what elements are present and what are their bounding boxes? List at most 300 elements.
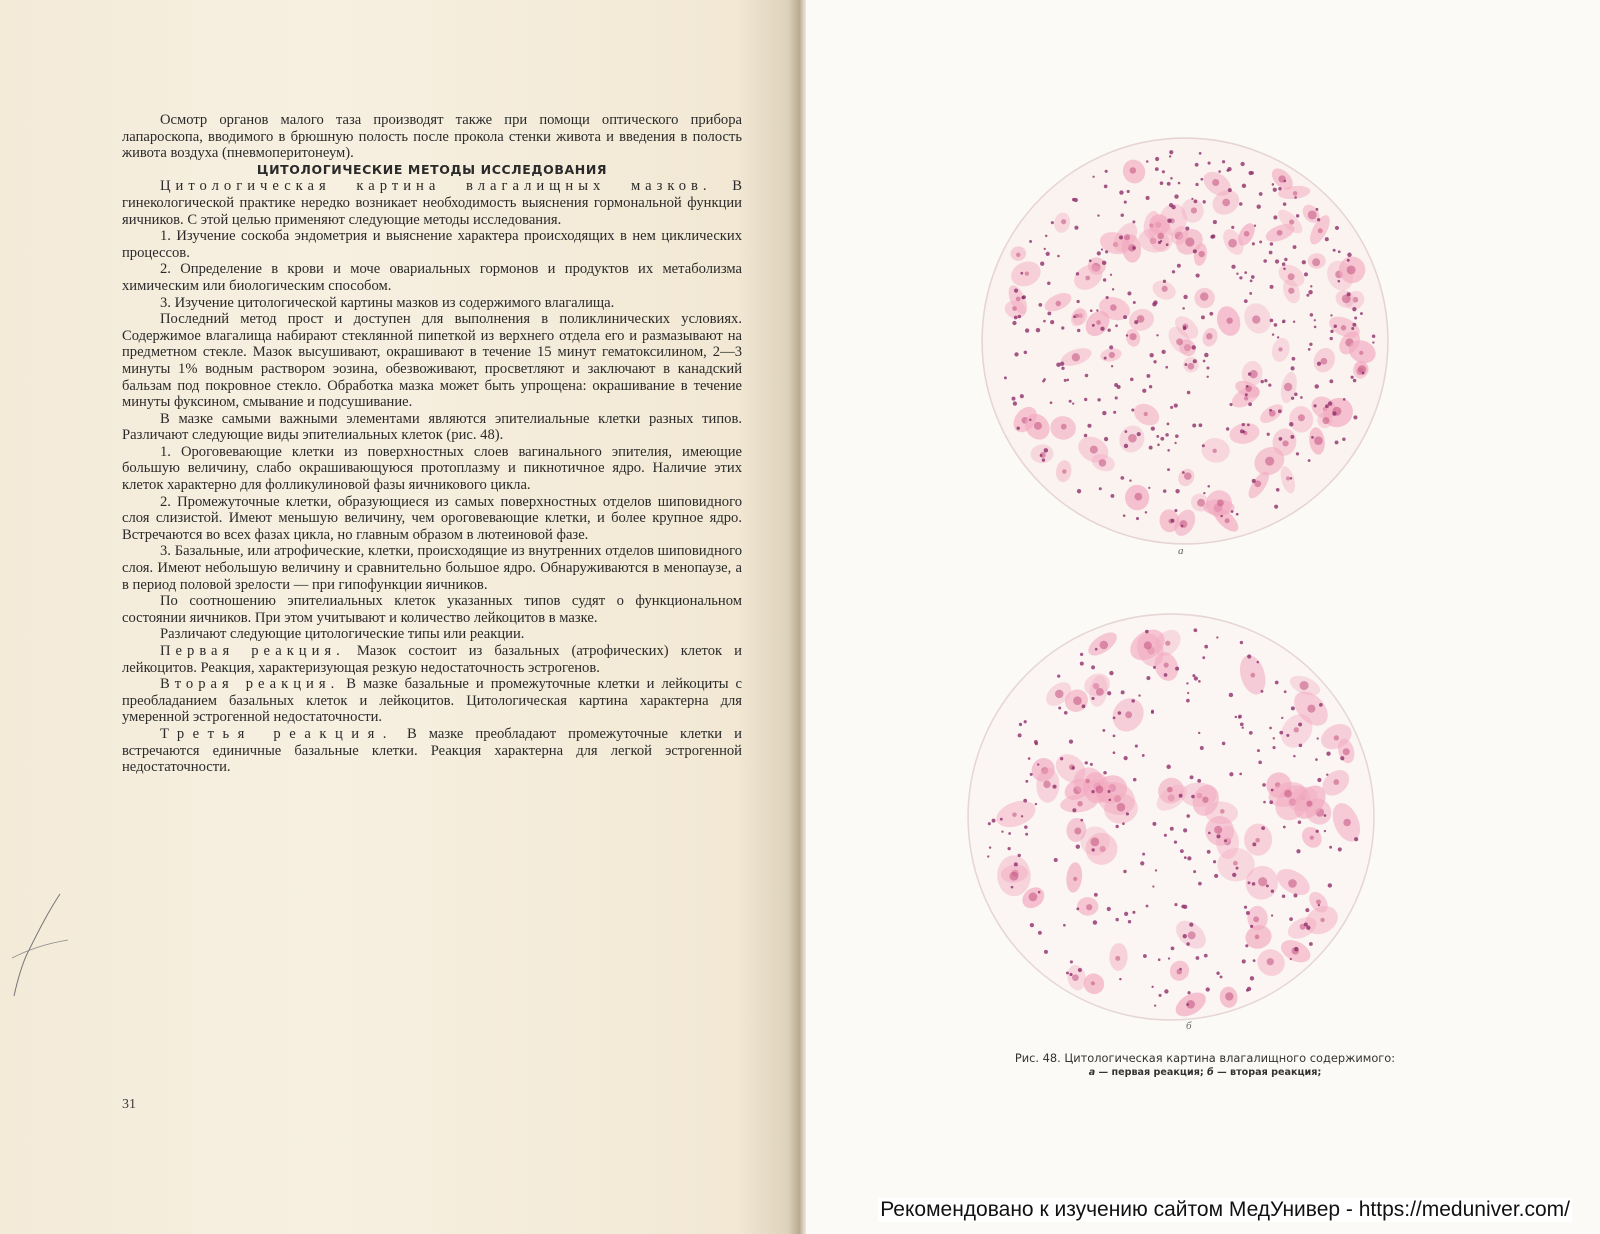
leukocyte (1018, 315, 1022, 319)
leukocyte (1186, 1003, 1189, 1006)
leukocyte (1257, 661, 1260, 664)
cell-nucleus (1310, 836, 1314, 840)
leukocyte (1155, 167, 1159, 171)
leukocyte (1161, 350, 1165, 354)
leukocyte (1252, 842, 1256, 846)
leukocyte (1290, 477, 1292, 479)
leukocyte (1072, 808, 1076, 812)
leukocyte (1178, 182, 1181, 185)
leukocyte (1038, 303, 1042, 307)
leukocyte (1034, 740, 1038, 744)
leukocyte (1278, 187, 1282, 191)
leukocyte (1198, 732, 1200, 734)
leukocyte (1080, 819, 1083, 822)
cell-nucleus (1228, 239, 1237, 248)
leukocyte (1103, 771, 1107, 775)
leukocyte (1191, 795, 1195, 799)
cell-nucleus (1282, 440, 1288, 446)
cell-nucleus (1341, 325, 1346, 330)
cell-nucleus (1359, 351, 1363, 355)
leukocyte (1121, 213, 1124, 216)
leukocyte (1352, 323, 1356, 327)
cell-nucleus (1061, 219, 1066, 224)
cell-nucleus (1289, 219, 1294, 224)
micrograph-a-figure (980, 136, 1390, 546)
leukocyte (1351, 376, 1354, 379)
leukocyte (1107, 691, 1111, 695)
leukocyte (1097, 214, 1099, 216)
leukocyte (1257, 749, 1260, 752)
leukocyte (1186, 682, 1188, 684)
leukocyte (1302, 260, 1306, 264)
leukocyte (1309, 343, 1312, 346)
cell-nucleus (1012, 812, 1017, 817)
leukocyte (1029, 240, 1032, 243)
cell-nucleus (1258, 877, 1267, 886)
leukocyte (1195, 183, 1198, 186)
leukocyte (1050, 401, 1053, 404)
leukocyte (1183, 295, 1187, 299)
leukocyte (1119, 235, 1123, 239)
leukocyte (1069, 400, 1072, 403)
leukocyte (1043, 320, 1046, 323)
leukocyte (1271, 789, 1274, 792)
leukocyte (1196, 956, 1200, 960)
cell-nucleus (1202, 797, 1208, 803)
leukocyte (1058, 706, 1061, 709)
body-paragraph-7: Различают следующие цитологические типы или реакции. (160, 626, 525, 643)
leukocyte (1263, 801, 1266, 804)
leukocyte (1289, 422, 1293, 426)
leukocyte (1214, 874, 1218, 878)
leukocyte (1018, 854, 1021, 857)
leukocyte (1142, 754, 1145, 757)
reaction-text-3: В мазке преобладают промежуточные клетки и встречаются единичные базальные клетки. Реакция характерна для легкой эстрогенной недостаточности. (122, 725, 742, 776)
leukocyte (1110, 494, 1114, 498)
leukocyte (1047, 311, 1051, 315)
leukocyte (1194, 199, 1198, 203)
leukocyte (1290, 435, 1294, 439)
leukocyte (1113, 751, 1116, 754)
leukocyte (1207, 376, 1209, 378)
leukocyte (1132, 911, 1135, 914)
leukocyte (1269, 251, 1273, 255)
micrograph-a-label: а (1178, 545, 1184, 557)
leukocyte (1284, 180, 1287, 183)
leukocyte (1239, 773, 1242, 776)
leukocyte (1142, 853, 1145, 856)
leukocyte (1245, 393, 1248, 396)
leukocyte (1335, 226, 1339, 230)
leukocyte (1060, 757, 1063, 760)
leukocyte (1245, 944, 1248, 947)
leukocyte (1146, 196, 1150, 200)
cell-nucleus (1334, 735, 1339, 740)
leukocyte (1123, 514, 1126, 517)
leukocyte (1152, 822, 1156, 826)
cell-nucleus (1016, 297, 1021, 302)
leukocyte (1236, 273, 1238, 275)
leukocyte (1122, 822, 1125, 825)
leukocyte (1296, 452, 1299, 455)
leukocyte (1252, 242, 1255, 245)
leukocyte (1206, 987, 1210, 991)
leukocyte (1094, 893, 1098, 897)
leukocyte (1274, 323, 1278, 327)
leukocyte (1007, 847, 1010, 850)
leukocyte (1296, 214, 1299, 217)
leukocyte (1104, 437, 1108, 441)
leukocyte (1170, 406, 1173, 409)
leukocyte (1362, 372, 1365, 375)
leukocyte (1277, 336, 1279, 338)
leukocyte (1227, 167, 1231, 171)
leukocyte (1249, 292, 1252, 295)
leukocyte (1124, 444, 1128, 448)
leukocyte (1156, 334, 1158, 336)
cell-nucleus (1125, 711, 1132, 718)
leukocyte (1324, 830, 1326, 832)
cell-nucleus (1188, 363, 1195, 370)
leukocyte (1247, 424, 1250, 427)
cell-nucleus (1124, 234, 1130, 240)
leukocyte (1128, 920, 1131, 923)
leukocyte (1148, 487, 1150, 489)
leukocyte (1127, 291, 1131, 295)
leukocyte (1347, 253, 1352, 258)
leukocyte (1108, 790, 1111, 793)
leukocyte (1014, 289, 1018, 293)
leukocyte (1240, 641, 1243, 644)
leukocyte (1272, 333, 1274, 335)
cell-nucleus (1220, 809, 1225, 814)
cell-nucleus (1321, 358, 1328, 365)
leukocyte (1120, 476, 1124, 480)
leukocyte (1152, 302, 1156, 306)
leukocyte (1022, 297, 1024, 299)
leukocyte (1199, 152, 1202, 155)
leukocyte (1175, 667, 1179, 671)
leukocyte (1152, 885, 1154, 887)
leukocyte (1167, 218, 1172, 223)
reaction-paragraph-3 (122, 726, 742, 776)
leukocyte (1103, 278, 1106, 281)
leukocyte (1171, 519, 1175, 523)
leukocyte (1001, 831, 1003, 833)
leukocyte (1197, 779, 1201, 783)
leukocyte (1200, 178, 1203, 181)
reaction-name-1: Первая реакция. (160, 643, 345, 659)
leukocyte (1123, 315, 1127, 319)
leukocyte (1209, 312, 1213, 316)
leukocyte (1194, 628, 1198, 632)
cell-nucleus (1025, 271, 1029, 275)
cell-nucleus (1225, 518, 1230, 523)
cell-nucleus (1129, 333, 1136, 340)
leukocyte (1259, 192, 1263, 196)
section-lead-spaced: Цитологическая картина влагалищных мазков. (160, 178, 712, 195)
method-item-2: 2. Определение в крови и моче овариальных гормонов и продуктов их метаболизма химическим или биологическим способом. (122, 261, 742, 294)
cell-nucleus (1253, 916, 1259, 922)
body-paragraph-4: 2. Промежуточные клетки, образующиеся из самых поверхностных отделов шиповидного слоя слизистой. Имеют меньшую величину, чем ороговевающие клетки, и более крупное ядро. Встречаются во всех фазах цикла, но главным образом в лютеиновой фазе. (122, 493, 742, 543)
reaction-name-3: Третья реакция. (160, 725, 395, 742)
leukocyte (1222, 742, 1226, 746)
leukocyte (1076, 300, 1079, 303)
leukocyte (1025, 780, 1028, 783)
leukocyte (1319, 703, 1323, 707)
leukocyte (1073, 315, 1076, 318)
leukocyte (1274, 505, 1278, 509)
leukocyte (1145, 630, 1149, 634)
leukocyte (1338, 847, 1342, 851)
leukocyte (1291, 397, 1294, 400)
leukocyte (1165, 366, 1168, 369)
leukocyte (1264, 379, 1267, 382)
leukocyte (1372, 334, 1376, 338)
leukocyte (1247, 654, 1251, 658)
leukocyte (1292, 357, 1296, 361)
leukocyte (1014, 862, 1018, 866)
left-page-text (122, 112, 742, 776)
leukocyte (1211, 234, 1215, 238)
cell-nucleus (1206, 333, 1213, 340)
leukocyte (1014, 316, 1018, 320)
leukocyte (1090, 309, 1093, 312)
leukocyte (1111, 365, 1113, 367)
leukocyte (1242, 959, 1246, 963)
cell-nucleus (1217, 500, 1224, 507)
leukocyte (1146, 160, 1149, 163)
leukocyte (1151, 426, 1155, 430)
cell-nucleus (1085, 276, 1090, 281)
leukocyte (1236, 513, 1239, 516)
cell-nucleus (1300, 681, 1309, 690)
leukocyte (1124, 756, 1128, 760)
leukocyte (1191, 198, 1193, 200)
leukocyte (1042, 380, 1045, 383)
cell-nucleus (1184, 472, 1192, 480)
leukocyte (1179, 968, 1182, 971)
cell-nucleus (1029, 893, 1038, 902)
leukocyte (1300, 396, 1303, 399)
leukocyte (992, 819, 996, 823)
leukocyte (1236, 867, 1239, 870)
cell-nucleus (1096, 688, 1104, 696)
leukocyte (1146, 374, 1150, 378)
leukocyte (1186, 699, 1190, 703)
cell-nucleus (1144, 641, 1152, 649)
leukocyte (1244, 299, 1248, 303)
leukocyte (1057, 674, 1060, 677)
leukocyte (1246, 911, 1250, 915)
leukocyte (1050, 320, 1054, 324)
leukocyte (1123, 870, 1126, 873)
leukocyte (1167, 422, 1170, 425)
cell-nucleus (1073, 877, 1077, 881)
cell-nucleus (1090, 837, 1099, 846)
leukocyte (1135, 744, 1138, 747)
leukocyte (989, 846, 991, 848)
cell-nucleus (1212, 179, 1219, 186)
leukocyte (1248, 372, 1251, 375)
leukocyte (1353, 379, 1357, 383)
leukocyte (1159, 994, 1162, 997)
leukocyte (1283, 826, 1286, 829)
cell-nucleus (1074, 828, 1081, 835)
leukocyte (1246, 385, 1249, 388)
caption-legend (970, 1066, 1440, 1080)
leukocyte (1202, 444, 1205, 447)
leukocyte (1113, 411, 1116, 414)
leukocyte (1337, 280, 1340, 283)
leukocyte (1113, 717, 1116, 720)
leukocyte (1164, 989, 1168, 993)
leukocyte (1216, 834, 1220, 838)
cell-nucleus (1244, 231, 1250, 237)
leukocyte (1204, 353, 1208, 357)
leukocyte (1099, 487, 1102, 490)
leukocyte (987, 855, 989, 857)
leukocyte (1279, 437, 1283, 441)
leukocyte (1330, 314, 1332, 316)
leukocyte (1166, 765, 1170, 769)
leukocyte (1282, 321, 1284, 323)
cell-nucleus (1072, 353, 1080, 361)
leukocyte (1109, 345, 1113, 349)
leukocyte (1317, 778, 1321, 782)
cell-nucleus (1288, 288, 1294, 294)
leukocyte (1184, 856, 1187, 859)
caption-title: Рис. 48. Цитологическая картина влагалищного содержимого: (1014, 1051, 1396, 1065)
cell-nucleus (1034, 422, 1042, 430)
leukocyte (1061, 367, 1064, 370)
leukocyte (1118, 711, 1122, 715)
leukocyte (1229, 693, 1233, 697)
leukocyte (1187, 391, 1191, 395)
body-paragraph-3: 1. Ороговевающие клетки из поверхностных слоев вагинального эпителия, имеющие большую величину, слабо окрашивающуюся протоплазму и пикнотичное ядро. Наличие этих клеток характерно для фолликулиновой фазы яичникового цикла. (122, 443, 742, 494)
leukocyte (1293, 893, 1297, 897)
leukocyte (1252, 882, 1256, 886)
leukocyte (1092, 324, 1095, 327)
leukocyte (1113, 735, 1116, 738)
cell-nucleus (1233, 861, 1238, 866)
leukocyte (1239, 276, 1242, 279)
leukocyte (1008, 832, 1011, 835)
leukocyte (1267, 433, 1270, 436)
cell-nucleus (1265, 457, 1274, 466)
leukocyte (1174, 194, 1178, 198)
cell-nucleus (1278, 347, 1282, 351)
leukocyte (1038, 931, 1042, 935)
leukocyte (1105, 170, 1108, 173)
leukocyte (1063, 924, 1066, 927)
leukocyte (1102, 411, 1106, 415)
leukocyte (1203, 360, 1206, 363)
leukocyte (1232, 873, 1236, 877)
leukocyte (1158, 241, 1161, 244)
leukocyte (1184, 363, 1187, 366)
leukocyte (1107, 329, 1110, 332)
leukocyte (1270, 319, 1274, 323)
leukocyte (1096, 309, 1098, 311)
leukocyte (1250, 925, 1253, 928)
cell-nucleus (1198, 251, 1204, 257)
leukocyte (1351, 327, 1354, 330)
leukocyte (1060, 362, 1064, 366)
leukocyte (1202, 656, 1205, 659)
leukocyte (1014, 352, 1018, 356)
leukocyte (1025, 328, 1029, 332)
caption-b-letter: б (1207, 1067, 1214, 1078)
reaction-text-2: В мазке базальные и промежуточные клетки и лейкоциты с преобладанием базальных клеток и лейкоцитов. Цитологическая картина характерна для умеренной эстрогенной недостаточности. (122, 676, 742, 726)
leukocyte (1343, 398, 1346, 401)
leukocyte (1133, 301, 1136, 304)
leukocyte (1252, 479, 1256, 483)
cell-nucleus (1191, 207, 1197, 213)
cell-nucleus (1109, 352, 1115, 358)
leukocyte (1261, 826, 1265, 830)
leukocyte (1132, 220, 1135, 223)
leukocyte (1132, 246, 1136, 250)
cell-nucleus (1179, 520, 1187, 528)
leukocyte (1091, 665, 1095, 669)
cell-nucleus (1188, 931, 1196, 939)
leukocyte (1076, 845, 1080, 849)
cell-nucleus (1096, 320, 1101, 325)
cell-nucleus (1288, 273, 1295, 280)
leukocyte (1372, 341, 1374, 343)
method-item-1: 1. Изучение соскоба эндометрия и выяснение характера происходящих в нем циклических процессов. (122, 228, 742, 261)
leukocyte (1189, 923, 1193, 927)
leukocyte (1333, 249, 1336, 252)
leukocyte (1171, 205, 1175, 209)
leukocyte (1293, 245, 1297, 249)
cell-nucleus (1157, 233, 1164, 240)
leukocyte (1101, 248, 1103, 250)
leukocyte (1204, 645, 1208, 649)
leukocyte (1137, 432, 1141, 436)
leukocyte (1269, 727, 1272, 730)
leukocyte (1115, 324, 1118, 327)
caption-b-text: — вторая реакция; (1217, 1067, 1322, 1078)
leukocyte (1030, 923, 1034, 927)
leukocyte (1171, 947, 1175, 951)
leukocyte (1286, 734, 1289, 737)
leukocyte (1080, 662, 1084, 666)
leukocyte (1326, 774, 1328, 776)
leukocyte (1025, 833, 1028, 836)
leukocyte (1064, 711, 1068, 715)
leukocyte (1200, 746, 1204, 750)
leukocyte (1324, 814, 1327, 817)
reaction-paragraph-2 (122, 676, 742, 726)
leukocyte (1257, 204, 1261, 208)
leukocyte (1084, 398, 1087, 401)
leukocyte (1271, 890, 1274, 893)
leukocyte (1066, 379, 1069, 382)
cell-nucleus (1225, 992, 1233, 1000)
leukocyte (1077, 489, 1081, 493)
cell-nucleus (1043, 781, 1050, 788)
leukocyte (1306, 926, 1310, 930)
leukocyte (1182, 471, 1185, 474)
leukocyte (1196, 273, 1200, 277)
leukocyte (1273, 215, 1277, 219)
leukocyte (1164, 673, 1168, 677)
leukocyte (1250, 279, 1253, 282)
leukocyte (1353, 415, 1357, 419)
leukocyte (1247, 881, 1250, 884)
